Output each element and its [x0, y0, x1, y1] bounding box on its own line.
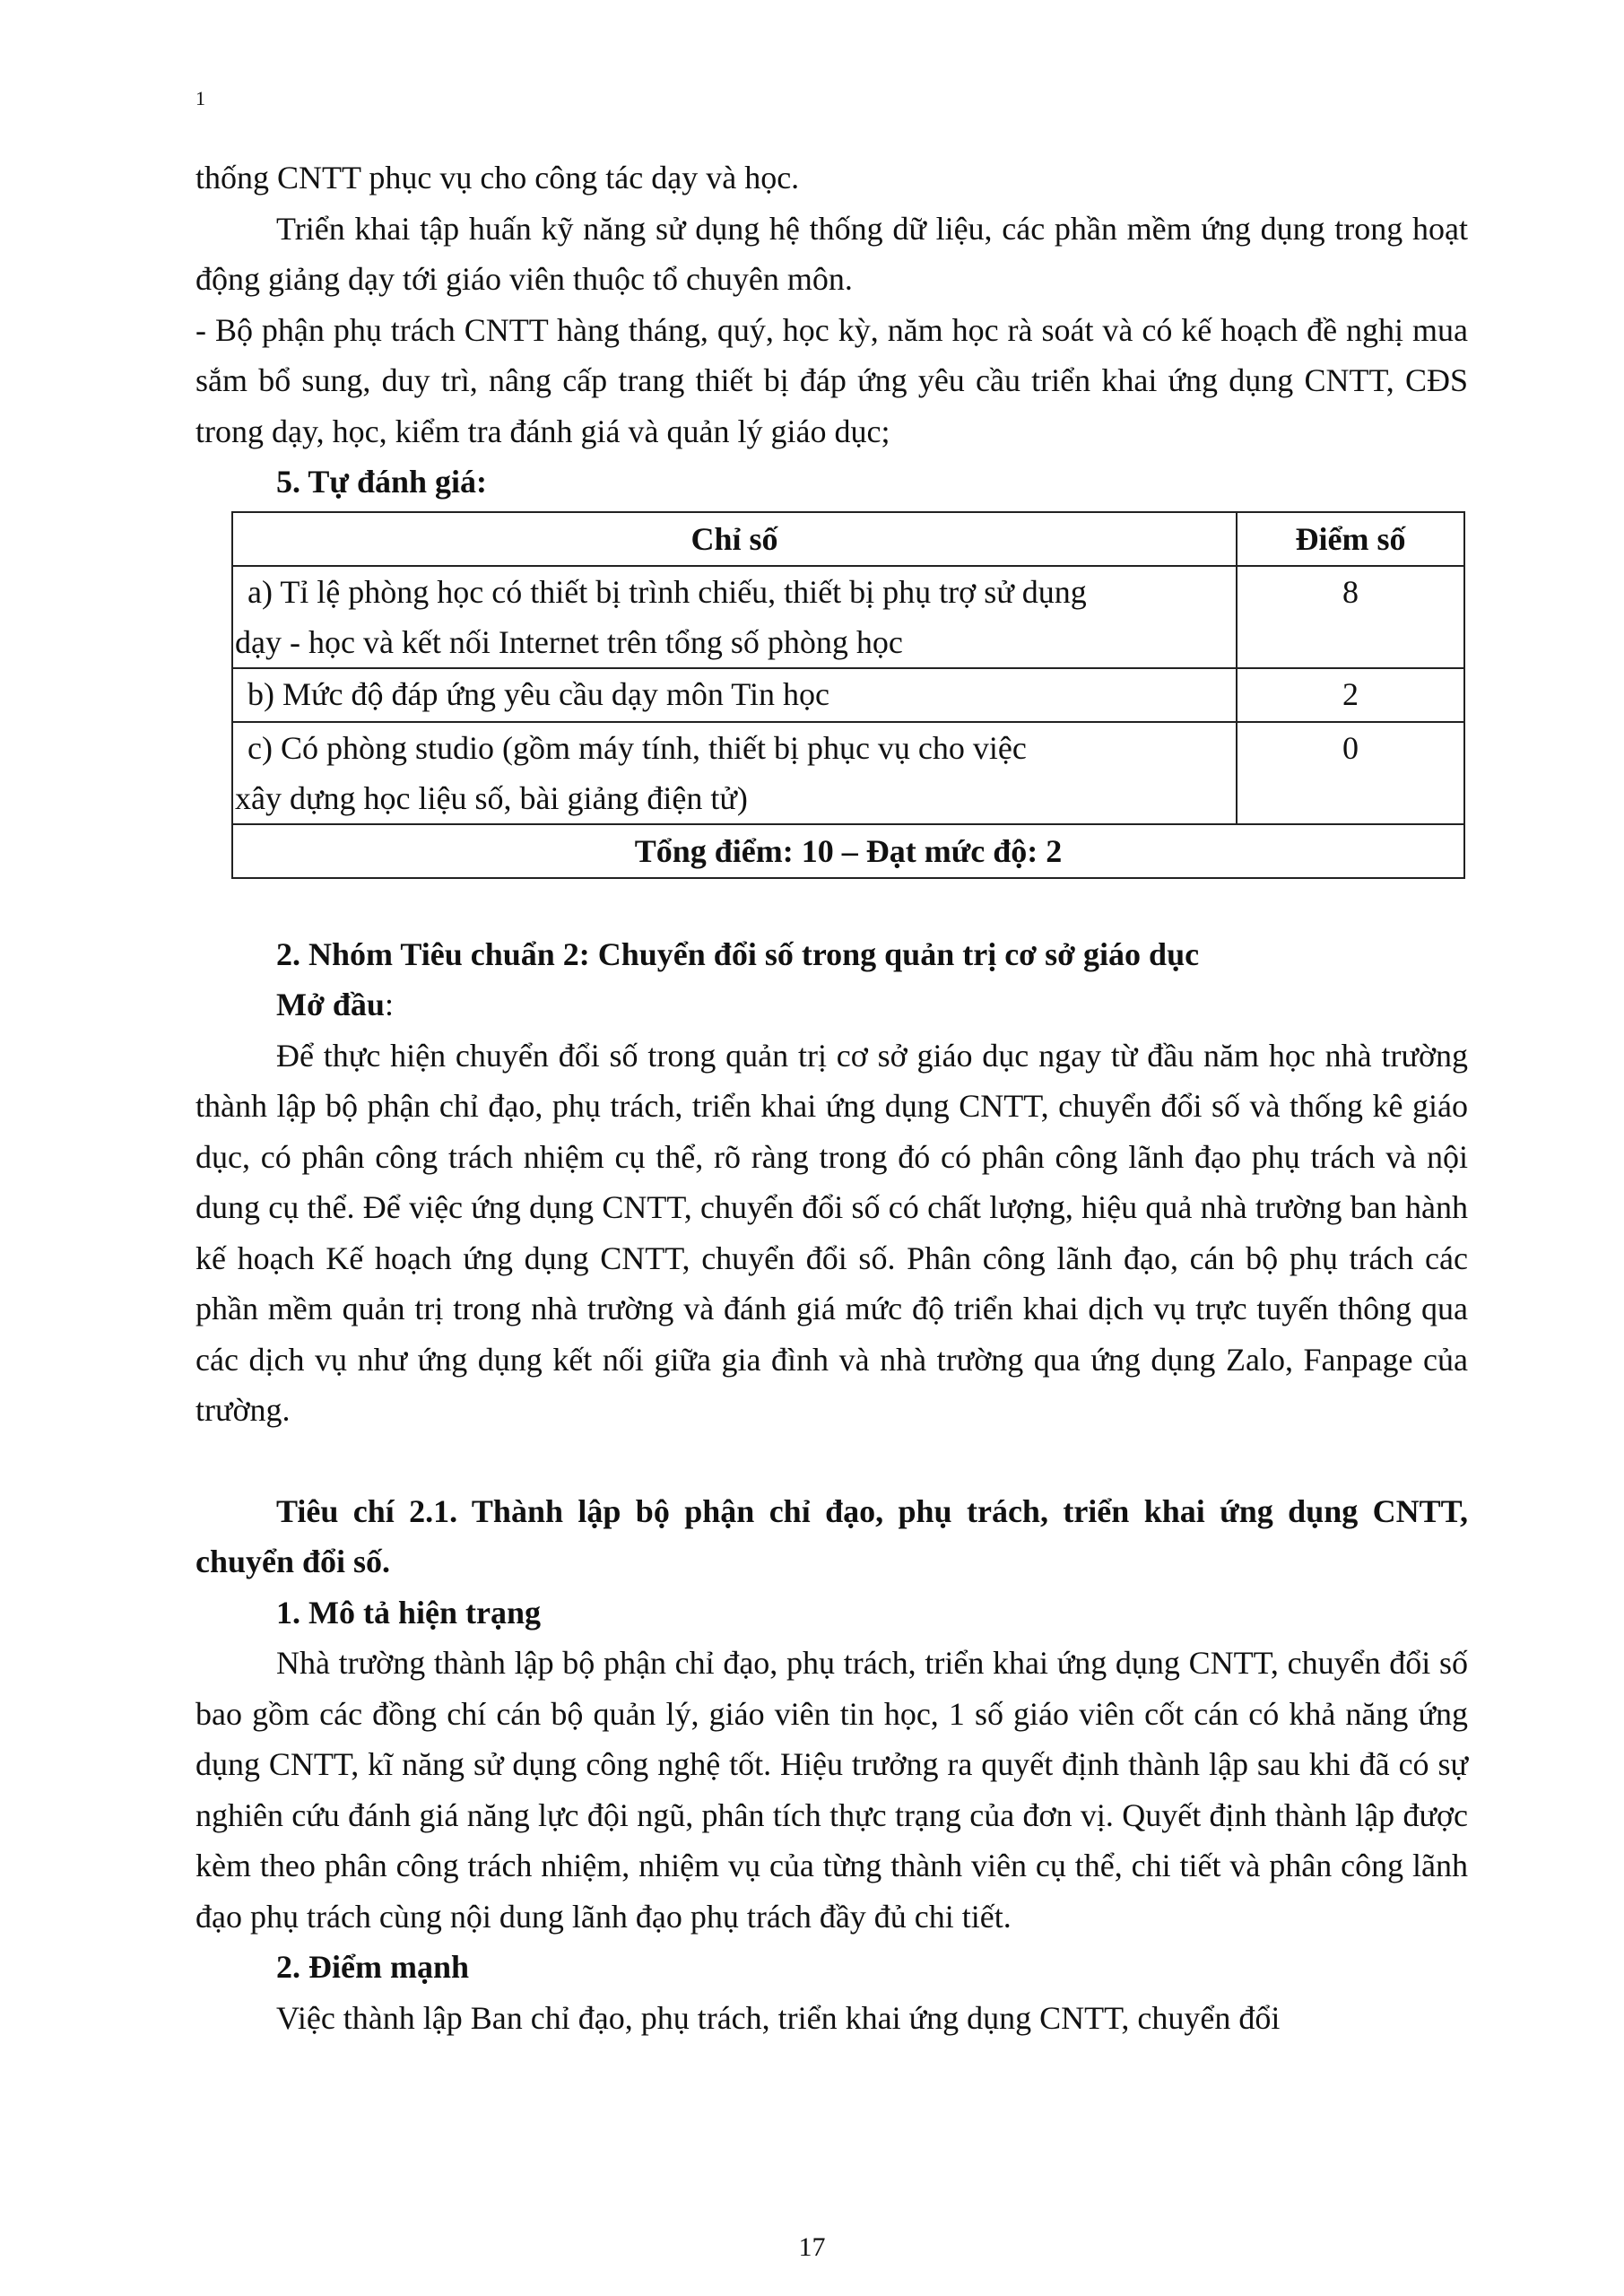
criterion-2-1-heading: Tiêu chí 2.1. Thành lập bộ phận chỉ đạo, phụ trách, triển khai ứng dụng CNTT, chuyển đổi số.	[195, 1492, 1468, 1579]
score-cell: 2	[1237, 668, 1464, 722]
indicator-text-line1: a) Tỉ lệ phòng học có thiết bị trình chiếu, thiết bị phụ trợ sử dụng	[248, 573, 1087, 610]
indicator-text-line1: c) Có phòng studio (gồm máy tính, thiết bị phục vụ cho việc	[248, 729, 1027, 766]
indicator-cell	[232, 566, 1237, 668]
intro-label-colon: :	[384, 987, 394, 1022]
table-row	[232, 668, 1464, 722]
score-cell: 0	[1237, 722, 1464, 824]
table-row	[232, 722, 1464, 824]
score-cell: 8	[1237, 566, 1464, 668]
page-number: 17	[798, 2232, 826, 2262]
strengths-paragraph: Việc thành lập Ban chỉ đạo, phụ trách, triển khai ứng dụng CNTT, chuyển đổi	[276, 1999, 1281, 2036]
paragraph-continuation: thống CNTT phục vụ cho công tác dạy và học.	[195, 160, 800, 196]
self-assessment-table	[231, 511, 1465, 879]
group2-heading: 2. Nhóm Tiêu chuẩn 2: Chuyển đổi số trong quản trị cơ sở giáo dục	[276, 935, 1200, 972]
table-header-row	[232, 512, 1464, 566]
table-total-row	[232, 824, 1464, 878]
group2-intro-paragraph: Để thực hiện chuyển đổi số trong quản trị cơ sở giáo dục ngay từ đầu năm học nhà trường thành lập bộ phận chỉ đạo, phụ trách, triển khai ứng dụng CNTT, chuyển đổi số và thống kê giáo dục, có phân công trách nhiệm cụ thể, rõ ràng trong đó có phân công lãnh đạo phụ trách và nội dung cụ thể. Để việc ứng dụng CNTT, chuyển đổi số có chất lượng, hiệu quả nhà trường ban hành kế hoạch Kế hoạch ứng dụng CNTT, chuyển đổi số. Phân công lãnh đạo, cán bộ phụ trách các phần mềm quản trị trong nhà trường và đánh giá mức độ triển khai dịch vụ trực tuyến thông qua các dịch vụ như ứng dụng kết nối giữa gia đình và nhà trường qua ứng dụng Zalo, Fanpage của trường.	[195, 1037, 1468, 1428]
spacer	[195, 1436, 1468, 1486]
table-row	[232, 566, 1464, 668]
indicator-text-line2: dạy - học và kết nối Internet trên tổng số phòng học	[235, 623, 903, 660]
self-assessment-heading: 5. Tự đánh giá:	[276, 464, 488, 500]
spacer	[195, 879, 1468, 929]
total-score-cell: Tổng điểm: 10 – Đạt mức độ: 2	[232, 824, 1464, 878]
indicator-cell	[232, 668, 1237, 722]
current-state-heading: 1. Mô tả hiện trạng	[276, 1594, 541, 1631]
paragraph-it-department: - Bộ phận phụ trách CNTT hàng tháng, quý, học kỳ, năm học rà soát và có kế hoạch đề nghị mua sắm bổ sung, duy trì, nâng cấp trang thiết bị đáp ứng yêu cầu triển khai ứng dụng CNTT, CĐS trong dạy, học, kiểm tra đánh giá và quản lý giáo dục;	[195, 311, 1468, 449]
column-header-score: Điểm số	[1237, 512, 1464, 566]
strengths-heading: 2. Điểm mạnh	[276, 1949, 469, 1985]
indicator-cell	[232, 722, 1237, 824]
intro-label	[195, 979, 1468, 1031]
paragraph-training: Triển khai tập huấn kỹ năng sử dụng hệ thống dữ liệu, các phần mềm ứng dụng trong hoạt động giảng dạy tới giáo viên thuộc tổ chuyên môn.	[195, 210, 1468, 297]
column-header-indicator: Chỉ số	[232, 512, 1237, 566]
current-state-paragraph: Nhà trường thành lập bộ phận chỉ đạo, phụ trách, triển khai ứng dụng CNTT, chuyển đổi số bao gồm các đồng chí cán bộ quản lý, giáo viên tin học, 1 số giáo viên cốt cán có khả năng ứng dụng CNTT, kĩ năng sử dụng công nghệ tốt. Hiệu trưởng ra quyết định thành lập sau khi đã có sự nghiên cứu đánh giá năng lực đội ngũ, phân tích thực trạng của đơn vị. Quyết định thành lập được kèm theo phân công trách nhiệm, nhiệm vụ của từng thành viên cụ thể, chi tiết và phân công lãnh đạo phụ trách cùng nội dung lãnh đạo phụ trách đầy đủ chi tiết.	[195, 1645, 1468, 1935]
indicator-text-line1: b) Mức độ đáp ứng yêu cầu dạy môn Tin học	[248, 675, 829, 712]
indicator-text-line2: xây dựng học liệu số, bài giảng điện tử)	[235, 779, 748, 816]
document-body	[195, 152, 1468, 2043]
intro-label-text: Mở đầu	[276, 987, 385, 1022]
page-marker: 1	[195, 87, 205, 109]
